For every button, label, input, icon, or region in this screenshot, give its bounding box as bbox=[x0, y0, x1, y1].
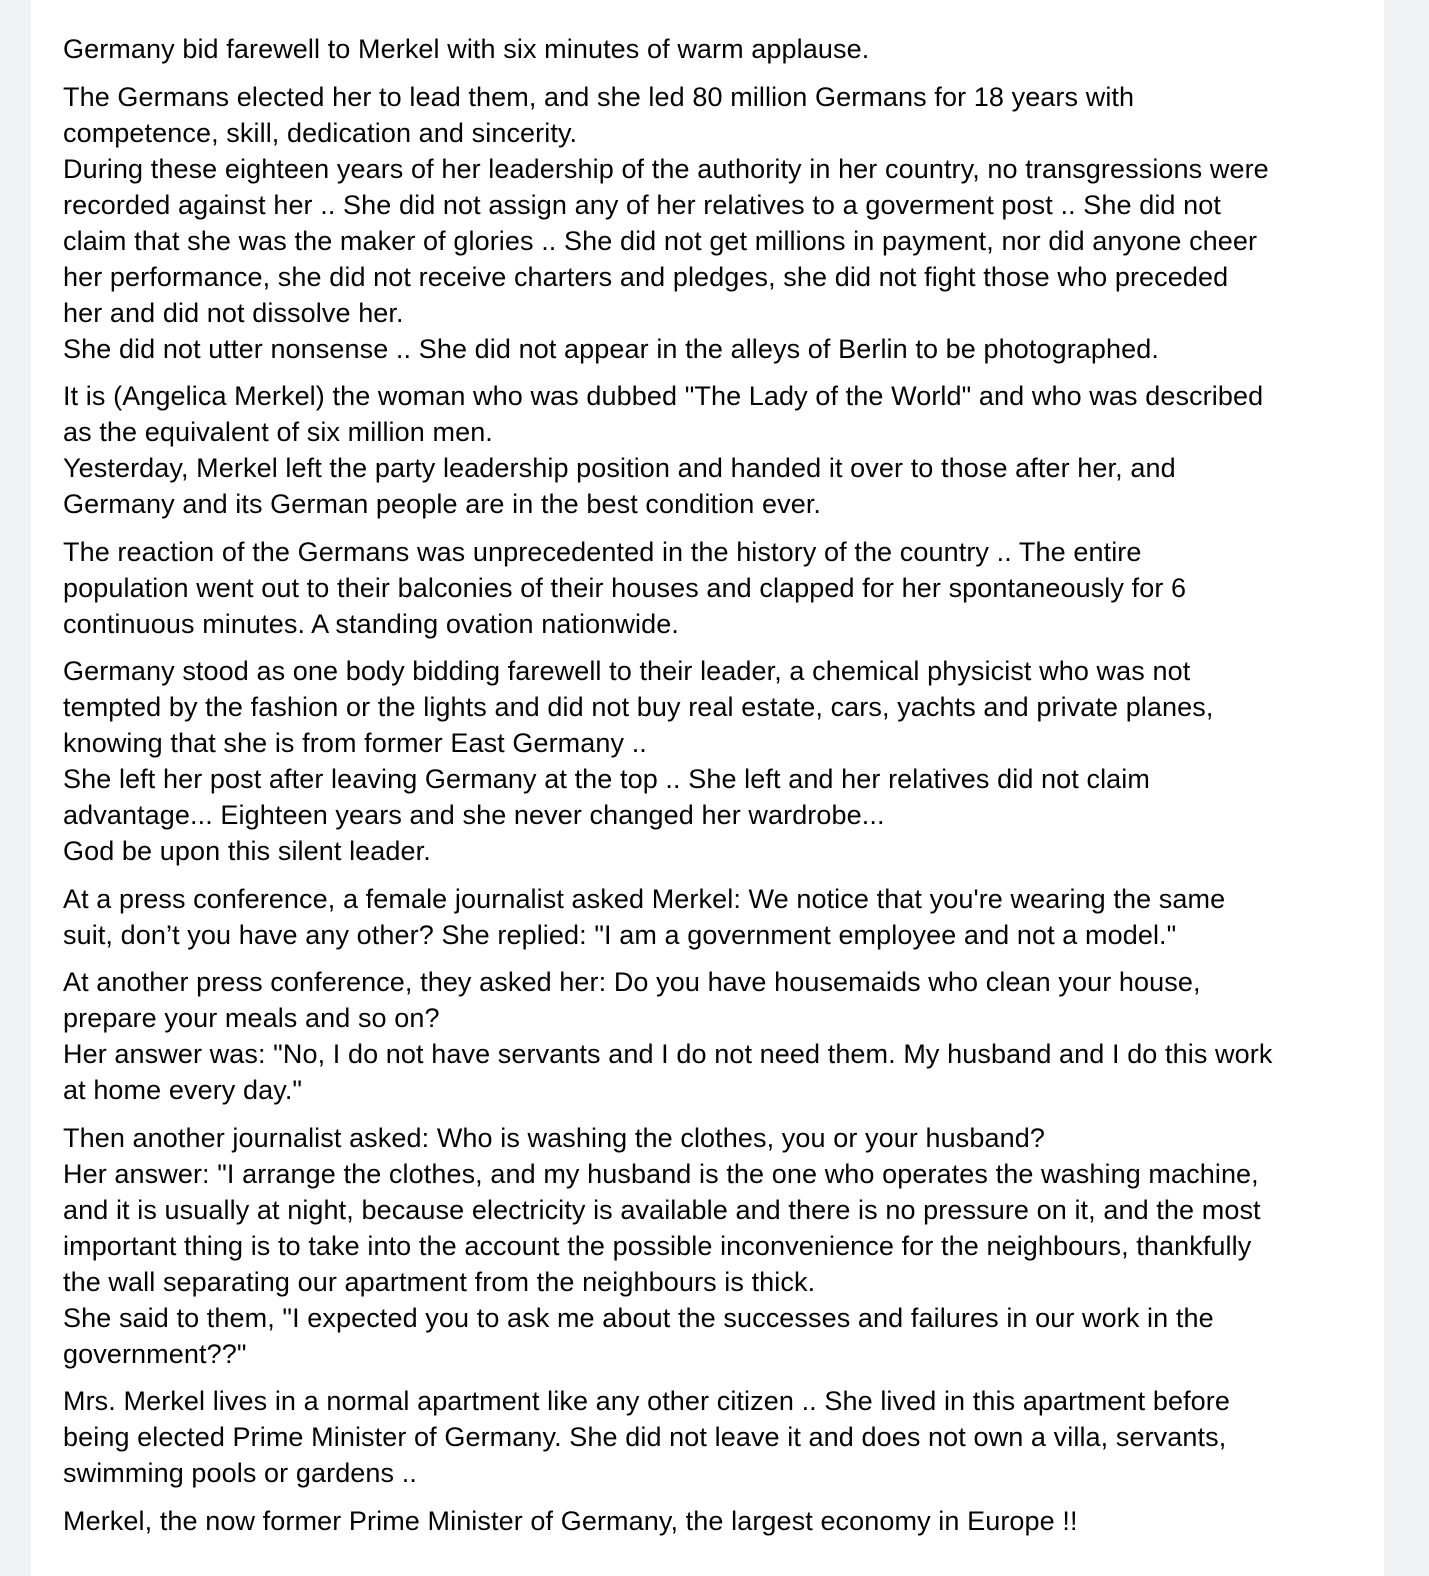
text-line: Her answer: "I arrange the clothes, and my husband is the one who operates the washing machine, bbox=[63, 1158, 1259, 1189]
text-line: her and did not dissolve her. bbox=[63, 297, 404, 328]
text-line: competence, skill, dedication and sincerity. bbox=[63, 117, 578, 148]
text-line: Germany bid farewell to Merkel with six minutes of warm applause. bbox=[63, 34, 870, 64]
text-line: her performance, she did not receive charters and pledges, she did not fight those who preceded bbox=[63, 261, 1229, 292]
post-paragraph bbox=[63, 1120, 1366, 1372]
text-line: Germany stood as one body bidding farewell to their leader, a chemical physicist who was not bbox=[63, 656, 1191, 686]
text-line: God be upon this silent leader. bbox=[63, 836, 431, 866]
post-paragraph bbox=[63, 653, 1366, 869]
text-line: being elected Prime Minister of Germany. She did not leave it and does not own a villa, servants, bbox=[63, 1422, 1227, 1452]
text-line: Merkel, the now former Prime Minister of Germany, the largest economy in Europe !! bbox=[63, 1505, 1078, 1536]
text-line: prepare your meals and so on? bbox=[63, 1003, 440, 1033]
text-line: During these eighteen years of her leadership of the authority in her country, no transgressions were bbox=[63, 153, 1269, 184]
post-paragraph bbox=[63, 378, 1366, 522]
post-paragraph bbox=[63, 1503, 1366, 1539]
text-line: and it is usually at night, because electricity is available and there is no pressure on it, and the most bbox=[63, 1194, 1261, 1225]
text-line: She left her post after leaving Germany at the top .. She left and her relatives did not claim bbox=[63, 764, 1150, 794]
text-line: At another press conference, they asked her: Do you have housemaids who clean your house, bbox=[63, 967, 1201, 997]
text-line: It is (Angelica Merkel) the woman who was dubbed "The Lady of the World" and who was described bbox=[63, 381, 1264, 411]
text-line: continuous minutes. A standing ovation nationwide. bbox=[63, 608, 679, 639]
post-paragraph bbox=[63, 1383, 1366, 1491]
text-line: swimming pools or gardens .. bbox=[63, 1458, 417, 1488]
text-line: as the equivalent of six million men. bbox=[63, 417, 493, 447]
text-line: Then another journalist asked: Who is washing the clothes, you or your husband? bbox=[63, 1122, 1045, 1153]
text-line: Yesterday, Merkel left the party leadership position and handed it over to those after her, and bbox=[63, 453, 1176, 483]
post-card bbox=[31, 0, 1384, 1576]
text-line: She did not utter nonsense .. She did not appear in the alleys of Berlin to be photographed. bbox=[63, 333, 1159, 364]
post-paragraph bbox=[63, 881, 1366, 953]
text-line: Mrs. Merkel lives in a normal apartment like any other citizen .. She lived in this apartment before bbox=[63, 1386, 1231, 1416]
post-paragraph bbox=[63, 964, 1366, 1108]
text-line: claim that she was the maker of glories .. She did not get millions in payment, nor did anyone cheer bbox=[63, 225, 1258, 256]
text-line: suit, don’t you have any other? She replied: "I am a government employee and not a model." bbox=[63, 919, 1177, 950]
text-line: Her answer was: "No, I do not have servants and I do not need them. My husband and I do this work bbox=[63, 1039, 1273, 1069]
text-line: The reaction of the Germans was unprecedented in the history of the country .. The entire bbox=[63, 536, 1142, 567]
post-paragraph bbox=[63, 534, 1366, 642]
text-line: important thing is to take into the account the possible inconvenience for the neighbours, thankfully bbox=[63, 1230, 1252, 1261]
text-line: government??" bbox=[63, 1338, 247, 1369]
post-paragraph bbox=[63, 79, 1366, 367]
text-line: population went out to their balconies of their houses and clapped for her spontaneously for 6 bbox=[63, 572, 1187, 603]
text-line: Germany and its German people are in the best condition ever. bbox=[63, 489, 822, 519]
post-body-text bbox=[63, 31, 1366, 1539]
text-line: the wall separating our apartment from the neighbours is thick. bbox=[63, 1266, 816, 1297]
text-line: recorded against her .. She did not assign any of her relatives to a goverment post .. She did not bbox=[63, 189, 1221, 220]
text-line: advantage... Eighteen years and she never changed her wardrobe... bbox=[63, 800, 885, 830]
text-line: tempted by the fashion or the lights and did not buy real estate, cars, yachts and private planes, bbox=[63, 692, 1214, 722]
text-line: at home every day." bbox=[63, 1075, 303, 1105]
text-line: The Germans elected her to lead them, and she led 80 million Germans for 18 years with bbox=[63, 81, 1135, 112]
text-line: knowing that she is from former East Germany .. bbox=[63, 728, 647, 758]
post-paragraph bbox=[63, 31, 1366, 67]
text-line: At a press conference, a female journalist asked Merkel: We notice that you're wearing the same bbox=[63, 883, 1226, 914]
text-line: She said to them, "I expected you to ask me about the successes and failures in our work in the bbox=[63, 1302, 1214, 1333]
